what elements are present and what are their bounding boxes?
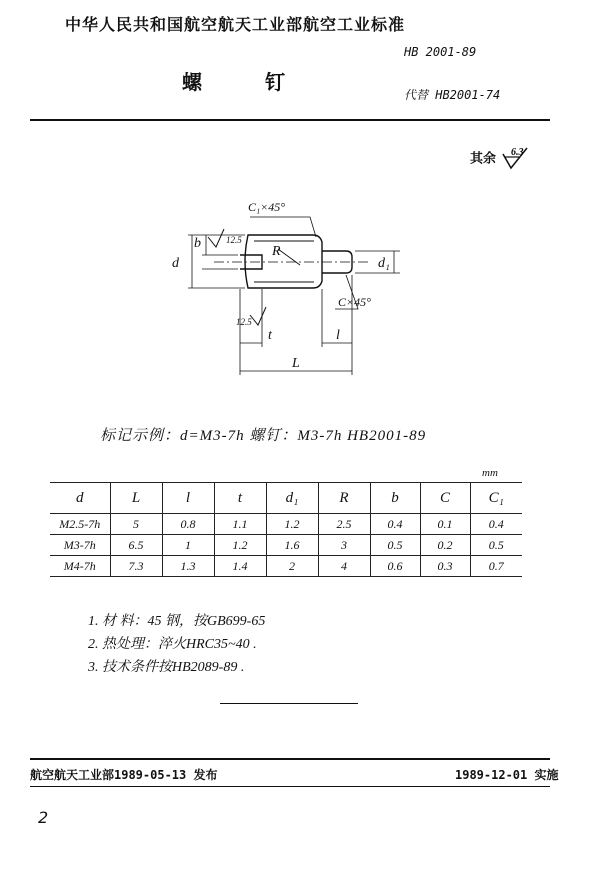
table-cell: 4 xyxy=(318,556,370,577)
table-cell: 0.5 xyxy=(470,535,522,556)
standard-number: HB 2001-89 xyxy=(404,45,477,59)
header-cell: d xyxy=(50,483,110,514)
header-cell: b xyxy=(370,483,420,514)
roughness-symbol-icon xyxy=(501,146,537,172)
table-cell: 1.2 xyxy=(214,535,266,556)
label-radius: R xyxy=(272,244,281,259)
table-cell: 1.6 xyxy=(266,535,318,556)
header-cell: d₁ xyxy=(266,483,318,514)
document-title: 螺 钉 xyxy=(182,70,313,94)
table-cell: 1.2 xyxy=(266,514,318,535)
table-cell: 0.7 xyxy=(470,556,522,577)
table-cell: 6.5 xyxy=(110,535,162,556)
table-cell: M4-7h xyxy=(50,556,110,577)
label-L: L xyxy=(292,356,300,371)
table-cell: 1.1 xyxy=(214,514,266,535)
header-cell: R xyxy=(318,483,370,514)
table-cell: 7.3 xyxy=(110,556,162,577)
roughness-note-label: 其余 xyxy=(470,151,497,167)
label-chamfer-top: C₁×45° xyxy=(248,200,286,214)
table-cell: 3 xyxy=(318,535,370,556)
organization-title: 中华人民共和国航空航天工业部航空工业标准 xyxy=(65,15,406,34)
effective-date: 1989-12-01 实施 xyxy=(455,768,559,782)
table-cell: 0.2 xyxy=(420,535,470,556)
table-cell: 1.3 xyxy=(162,556,214,577)
unit-label: mm xyxy=(482,467,498,479)
label-t: t xyxy=(268,328,272,343)
label-rough-bottom: 12.5 xyxy=(236,317,252,327)
label-rough-top: 12.5 xyxy=(226,235,242,245)
table-cell: M3-7h xyxy=(50,535,110,556)
table-row xyxy=(50,556,522,577)
table-cell: 5 xyxy=(110,514,162,535)
header-cell: l xyxy=(162,483,214,514)
marking-example: 标记示例：d=M3-7h 螺钉：M3-7h HB2001-89 xyxy=(100,428,427,444)
roughness-note xyxy=(470,146,537,172)
table-cell: 0.5 xyxy=(370,535,420,556)
label-d1: d₁ xyxy=(378,256,390,271)
header-cell: C xyxy=(420,483,470,514)
table-cell: M2.5-7h xyxy=(50,514,110,535)
table-header-row xyxy=(50,483,522,514)
page-number: 2 xyxy=(38,808,49,827)
footer-bottom-divider xyxy=(30,786,550,787)
table-cell: 2.5 xyxy=(318,514,370,535)
technical-notes xyxy=(88,610,265,679)
table-cell: 0.4 xyxy=(370,514,420,535)
header-cell: C₁ xyxy=(470,483,522,514)
table-cell: 0.3 xyxy=(420,556,470,577)
table-row xyxy=(50,514,522,535)
table-cell: 1 xyxy=(162,535,214,556)
roughness-value: 6.3 xyxy=(510,147,524,158)
header-divider xyxy=(30,119,550,121)
header-cell: t xyxy=(214,483,266,514)
label-l: l xyxy=(336,328,340,343)
header-cell: L xyxy=(110,483,162,514)
table-cell: 0.1 xyxy=(420,514,470,535)
label-d: d xyxy=(172,256,179,271)
label-chamfer-right: C×45° xyxy=(338,295,371,309)
footer-divider xyxy=(30,758,550,760)
note-item: 2. 热处理：淬火HRC35~40 . xyxy=(88,637,257,652)
table-cell: 0.8 xyxy=(162,514,214,535)
table-cell: 0.6 xyxy=(370,556,420,577)
note-item: 1. 材 料：45 钢，按GB699-65 xyxy=(88,614,266,629)
issue-date: 航空航天工业部1989-05-13 发布 xyxy=(30,768,218,782)
dimensions-table xyxy=(50,482,522,577)
label-b: b xyxy=(194,236,201,251)
replaces-standard: 代替 HB2001-74 xyxy=(404,88,501,102)
table-row xyxy=(50,535,522,556)
notes-end-line xyxy=(220,703,358,704)
table-cell: 1.4 xyxy=(214,556,266,577)
table-cell: 0.4 xyxy=(470,514,522,535)
note-item: 3. 技术条件按HB2089-89 . xyxy=(88,660,245,675)
screw-drawing xyxy=(150,185,450,385)
table-cell: 2 xyxy=(266,556,318,577)
